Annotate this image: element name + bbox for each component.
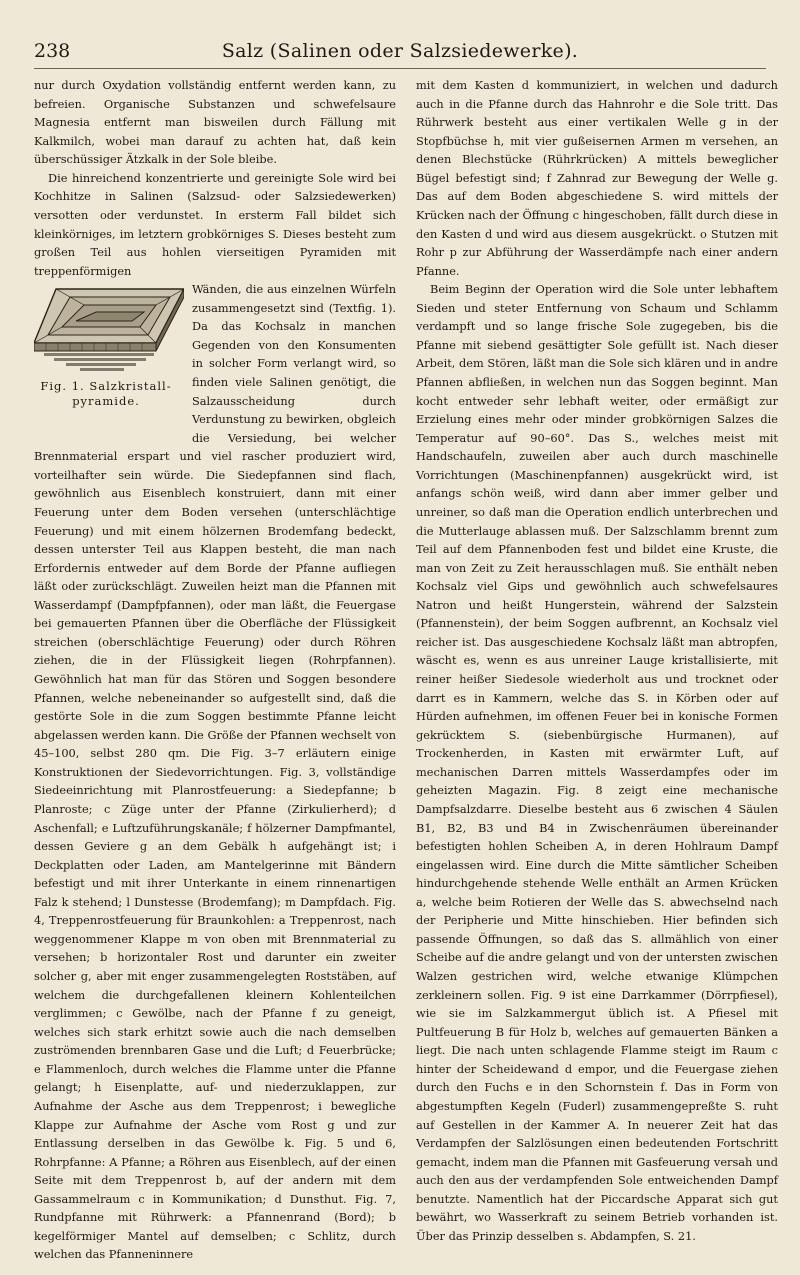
figure-caption-line: Fig. 1. Salzkristall- xyxy=(40,379,172,394)
figure-caption xyxy=(36,379,176,409)
paragraph: Beim Beginn der Operation wird die Sole unter lebhaftem Sieden und steter Entfernung von Schaum und Schlamm verdampft und so lange frische Sole zugegeben, bis die Pfanne mit siebend gesättigter Sole gefüllt ist. Nach dieser Arbeit, dem Stören, läßt man die Sole sich klären und in andre Pfannen abfließen, in welchen nun das Soggen beginnt. Man kocht entweder sehr lebhaft weiter, oder ermäßigt zur Erzielung eines mehr oder minder grobkörnigen Salzes die Temperatur auf 90–60°. Das S., welches meist mit Handschaufeln, zuweilen aber auch durch maschinelle Vorrichtungen (Maschinenpfannen) ausgekrückt wird, ist anfangs schön weiß, wird dann aber immer gelber und unreiner, so daß man die Operation endlich unterbrechen und die Mutterlauge ablassen muß. Der Salzschlamm brennt zum Teil auf dem Pfannenboden fest und bildet eine Kruste, die man von Zeit zu Zeit herausschlagen muß. Sie enthält neben Kochsalz viel Gips und gewöhnlich auch schwefelsaures Natron und heißt Hungerstein, während der Salzstein (Pfannenstein), der beim Soggen aufbrennt, an Kochsalz viel reicher ist. Das ausgeschiedene Kochsalz läßt man abtropfen, wäscht es, wenn es aus unreiner Lauge kristallisierte, mit reiner heißer Siedesole wiederholt aus und trocknet oder darrt es in Kammern, welche das S. in Körben oder auf Hürden aufnehmen, im offenen Feuer bei in konische Formen gekrücktem S. (siebenbürgische Hurmanen), auf Trockenherden, in Kasten mit erwärmter Luft, auf mechanischen Darren mittels Wasserdampfes oder im geheizten Magazin. Fig. 8 zeigt eine mechanische Dampfsalzdarre. Dieselbe besteht aus 6 zwischen 4 Säulen B1, B2, B3 und B4 in Zwischenräumen übereinander befestigten hohlen Scheiben A, in deren Hohlraum Dampf eingelassen wird. Eine durch die Mitte sämtlicher Scheiben hindurchgehende stehende Welle enthält an Armen Krücken a, welche beim Rotieren der Welle das S. abwechselnd nach der Peripherie und Mitte hinschieben. Hier befinden sich passende Öffnungen, so daß das S. allmählich von einer Scheibe auf die andre gelangt und von der untersten zwischen Walzen gestrichen wird, welche etwanige Klümpchen zerkleinern sollen. Fig. 9 ist eine Darrkammer (Dörrpfiesel), wie sie im Salzkammergut üblich ist. A Pfiesel mit Pultfeuerung B für Holz b, welches auf gemauerten Bänken a liegt. Die nach unten schlagende Flamme steigt im Raum c hinter der Scheidewand d empor, und die Feuergase ziehen durch den Fuchs e in den Schornstein f. Das in Form von abgestumpften Kegeln (Fuderl) zusammengepreßte S. ruht auf Gestellen in der Kammer A. In neuerer Zeit hat das Verdampfen der Salzlösungen einen bedeutenden Fortschritt gemacht, indem man die Pfannen mit Gasfeuerung versah und auch den aus der verdampfenden Sole entweichenden Dampf benutzte. Namentlich hat der Piccardsche Apparat sich gut bewährt, wo Wasserkraft zu seinem Betrieb vorhanden ist. Über das Prinzip desselben s. Abdampfen, S. 21. xyxy=(416,282,778,1243)
page-number: 238 xyxy=(34,40,71,62)
running-title: Salz (Salinen oder Salzsiedewerke). xyxy=(221,40,579,62)
page-header xyxy=(34,38,766,69)
salt-crystal-pyramid-figure xyxy=(34,283,184,431)
paragraph: Die hinreichend konzentrierte und gereinigte Sole wird bei Kochhitze in Salinen (Salzsud- oder Salzsiedewerken) versotten oder verdunstet. In ersterm Fall bildet sich kleinkörniges, im letztern grobkörniges S. Dieses besteht zum großen Teil aus hohlen vierseitigen Pyramiden mit treppenförmigen xyxy=(34,170,396,278)
paragraph: nur durch Oxydation vollständig entfernt werden kann, zu befreien. Organische Substanzen und schwefelsaure Magnesia entfernt man bisweilen durch Fällung mit Kalkmilch, wobei man darauf zu achten hat, daß kein überschüssiger Ätzkalk in der Sole bleibe. xyxy=(34,78,396,167)
paragraph: Wänden, die aus einzelnen Würfeln zusammengesetzt sind (Textfig. 1). Da das Kochsalz in manchen Gegenden von den Konsumenten in solcher Form verlangt wird, so finden viele Salinen genötigt, die Salzausscheidung durch Verdunstung zu bewirken, obgleich die Versiedung, bei welcher Brennmaterial erspart und viel rascher produziert wird, vorteilhafter sein würde. Die Siedepfannen sind flach, gewöhnlich aus Eisenblech konstruiert, dann mit einer Feuerung unter dem Boden versehen (unterschlächtige Feuerung) und mit einem hölzernen Brodemfang bedeckt, dessen unterster Teil aus Klappen besteht, die man nach Erfordernis entweder auf dem Borde der Pfanne aufliegen läßt oder zurückschlägt. Zuweilen heizt man die Pfannen mit Wasserdampf (Dampfpfannen), oder man läßt, die Feuergase bei gemauerten Pfannen über die Oberfläche der Flüssigkeit streichen (oberschlächtige Feuerung) oder durch Röhren ziehen, die in der Flüssigkeit liegen (Rohrpfannen). Gewöhnlich hat man für das Stören und Soggen besondere Pfannen, welche nebeneinander so aufgestellt sind, daß die gestörte Sole in die zum Soggen bestimmte Pfanne leicht abgelassen werden kann. Die Größe der Pfannen wechselt von 45–100, selbst 280 qm. Die Fig. 3–7 erläutern einige Konstruktionen der Siedevorrichtungen. Fig. 3, vollständige Siedeeinrichtung mit Planrostfeuerung: a Siedepfanne; b Planroste; c Züge unter der Pfanne (Zirkulierherd); d Aschenfall; e Luftzuführungskanäle; f hölzerner Dampfmantel, dessen Geviere g an dem Gebälk h aufgehängt ist; i Deckplatten oder Laden, am Mantelgerinne mit Bändern befestigt und mit ihrer Unterkante in einem rinnenartigen Falz k stehend; l Dunstesse (Brodemfang); m Dampfdach. Fig. 4, Treppenrostfeuerung für Braunkohlen: a Treppenrost, nach weggenommener Klappe m von oben mit Brennmaterial zu versehen; b horizontaler Rost und darunter ein zweiter solcher g, aber mit enger zusammengelegten Roststäben, auf welchem die durchgefallenen kleinern Kohlenteilchen verglimmen; c Gewölbe, nach der Pfanne f zu geneigt, welches sich stark erhitzt sowie auch die nach demselben zuströmenden brennbaren Gase und die Luft; d Feuerbrücke; e Flammenloch, durch welches die Flamme unter die Pfanne gelangt; h Eisenplatte, auf- und niederzuklappen, zur Aufnahme der Asche aus dem Treppenrost; i bewegliche Klappe zur Aufnahme der Asche vom Rost g und zur Entlassung derselben in das Gewölbe k. Fig. 5 und 6, Rohrpfanne: A Pfanne; a Röhren aus Eisenblech, auf der einen Seite mit dem Treppenrost b, auf der andern mit dem Gassammelraum c in Kommunikation; d Dunsthut. Fig. 7, Rundpfanne mit Rührwerk: a Pfannenrand (Bord); b kegelförmiger Mantel auf demselben; c Schlitz, durch welchen das Pfanneninnere xyxy=(34,282,396,1262)
paragraph: mit dem Kasten d kommuniziert, in welchen und dadurch auch in die Pfanne durch das Hahnrohr e die Sole tritt. Das Rührwerk besteht aus einer vertikalen Welle g in der Stopfbüchse h, mit vier gußeisernen Armen m versehen, an denen Blechstücke (Rührkrücken) A mittels beweglicher Bügel befestigt sind; f Zahnrad zur Bewegung der Welle g. Das auf dem Boden abgeschiedene S. wird mittels der Krücken nach der Öffnung c hingeschoben, fällt durch diese in den Kasten d und wird aus diesem ausgekrückt. o Stutzen mit Rohr p zur Abführung der Wasserdämpfe nach einer andern Pfanne. xyxy=(416,78,778,278)
salt-pyramid-illustration xyxy=(34,283,184,375)
right-column xyxy=(416,76,778,1245)
figure-caption-line: pyramide. xyxy=(72,394,140,409)
left-column xyxy=(34,76,396,1264)
